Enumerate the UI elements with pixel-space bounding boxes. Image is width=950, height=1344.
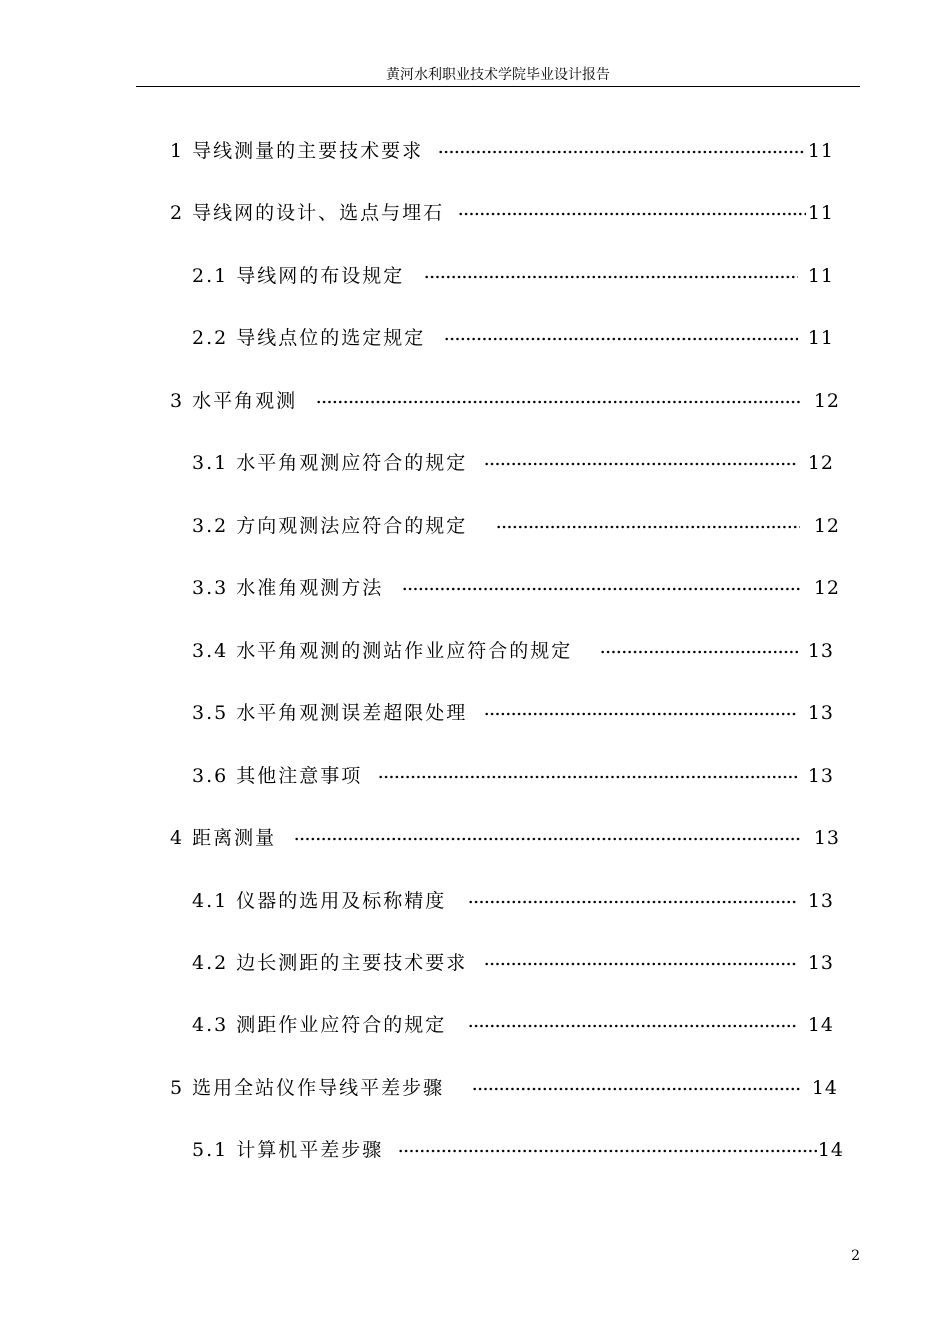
toc-entry[interactable] [192,323,834,353]
toc-entry-page: 13 [813,827,840,849]
toc-entry[interactable] [192,948,834,978]
toc-entry-page: 13 [807,765,834,787]
toc-entry-label: 5 选用全站仪作导线平差步骤 [170,1077,445,1099]
toc-entry[interactable] [192,886,834,916]
toc-entry-label: 3 水平角观测 [170,390,298,412]
toc-entry[interactable] [192,448,834,478]
toc-entry[interactable] [170,136,834,166]
toc-entry-page: 12 [813,577,840,599]
toc-dot-leader [424,275,798,279]
toc-entry[interactable] [192,261,834,291]
toc-dot-leader [402,587,800,591]
toc-entry[interactable] [170,823,840,853]
header-rule [136,86,860,87]
toc-dot-leader [484,962,798,966]
toc-entry[interactable] [192,573,840,603]
toc-entry-page: 11 [807,140,834,162]
toc-entry-label: 4 距离测量 [170,827,277,849]
toc-entry[interactable] [192,1010,834,1040]
toc-entry[interactable] [170,1073,838,1103]
toc-entry-label: 2.2 导线点位的选定规定 [192,327,426,349]
toc-dot-leader [496,525,800,529]
toc-entry-page: 13 [807,640,834,662]
toc-dot-leader [378,775,798,779]
toc-entry-label: 5.1 计算机平差步骤 [192,1139,384,1161]
toc-dot-leader [438,150,806,154]
toc-dot-leader [484,712,798,716]
toc-entry-page: 12 [813,515,840,537]
page-header: 黄河水利职业技术学院毕业设计报告 [386,67,610,83]
toc-entry-page: 12 [813,390,840,412]
toc-entry-page: 11 [807,327,834,349]
toc-entry-page: 11 [807,202,834,224]
toc-entry-label: 3.4 水平角观测的测站作业应符合的规定 [192,640,573,662]
toc-entry[interactable] [170,386,840,416]
toc-dot-leader [294,837,800,841]
toc-dot-leader [600,650,798,654]
toc-dot-leader [444,337,798,341]
toc-dot-leader [468,900,798,904]
toc-entry-page: 11 [807,265,834,287]
toc-dot-leader [316,400,800,404]
toc-entry-label: 2.1 导线网的布设规定 [192,265,405,287]
toc-entry-label: 4.3 测距作业应符合的规定 [192,1014,447,1036]
toc-entry-page: 14 [807,1014,834,1036]
toc-dot-leader [468,1024,798,1028]
toc-entry-page: 13 [807,702,834,724]
toc-entry[interactable] [192,636,834,666]
toc-entry-page: 13 [807,890,834,912]
page-number: 2 [851,1248,860,1264]
toc-entry-page: 12 [807,452,834,474]
toc-entry-label: 2 导线网的设计、选点与埋石 [170,202,445,224]
toc-entry-label: 4.2 边长测距的主要技术要求 [192,952,468,974]
toc-entry[interactable] [192,511,840,541]
toc-entry-label: 4.1 仪器的选用及标称精度 [192,890,447,912]
toc-dot-leader [472,1087,800,1091]
toc-entry-label: 3.5 水平角观测误差超限处理 [192,702,468,724]
toc-entry-page: 14 [811,1077,838,1099]
toc-entry[interactable] [170,198,834,228]
toc-entry-page: 13 [807,952,834,974]
toc-entry-label: 3.1 水平角观测应符合的规定 [192,452,468,474]
toc-entry[interactable] [192,1135,844,1165]
toc-entry[interactable] [192,698,834,728]
toc-entry-page: 14 [817,1139,844,1161]
toc-entry-label: 3.2 方向观测法应符合的规定 [192,515,468,537]
toc-entry[interactable] [192,761,834,791]
toc-dot-leader [484,462,798,466]
toc-entry-label: 1 导线测量的主要技术要求 [170,140,424,162]
toc-dot-leader [398,1149,818,1153]
toc-dot-leader [458,212,806,216]
toc-entry-label: 3.6 其他注意事项 [192,765,363,787]
toc-entry-label: 3.3 水准角观测方法 [192,577,384,599]
